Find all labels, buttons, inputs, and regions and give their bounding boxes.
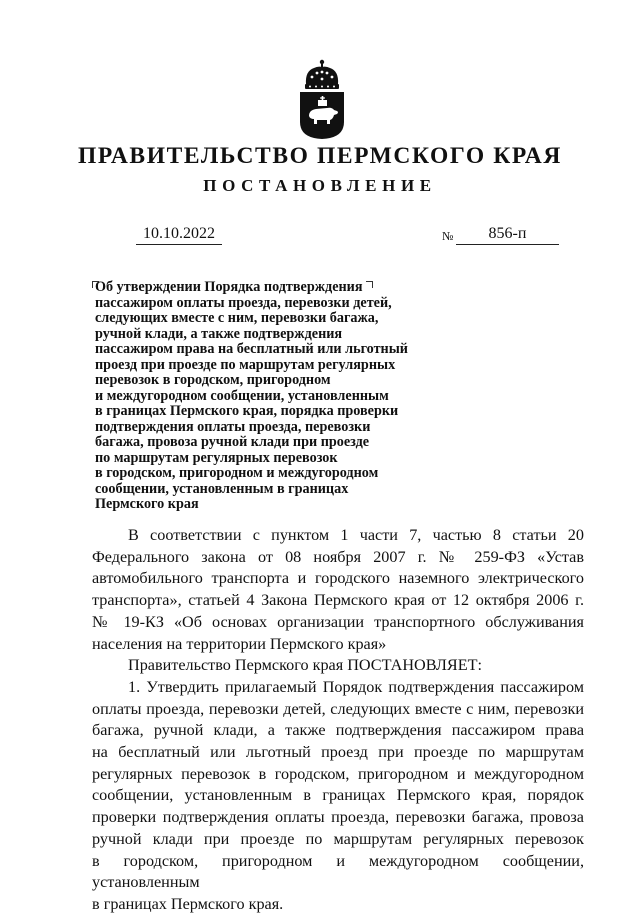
body-line: в границах Пермского края. <box>92 894 284 913</box>
body-line: населения на территории Пермского края» <box>92 634 387 653</box>
subject-line: в городском, пригородном и междугородном <box>95 465 379 481</box>
subject-line: перевозок в городском, пригородном <box>95 372 331 388</box>
document-type: ПОСТАНОВЛЕНИЕ <box>203 176 437 195</box>
subject-line: и междугородном сообщении, установленным <box>95 387 389 404</box>
subject-line: в границах Пермского края, порядка проверки <box>95 403 399 419</box>
subject-line: проезд при проезде по маршрутам регулярных <box>95 356 396 373</box>
body-line: 1. Утвердить прилагаемый Порядок подтверждения пассажиром <box>128 677 584 696</box>
body-line: автомобильного транспорта и городского наземного электрического <box>92 569 584 588</box>
body-line: В соответствии с пунктом 1 части 7, частью 8 статьи 20 <box>128 526 584 544</box>
subject-line: ручной клади, а также подтверждения <box>95 325 343 342</box>
body-line: ручной клади при проезде по маршрутам регулярных перевозок <box>92 829 584 848</box>
document-body <box>92 525 584 916</box>
subject-line: сообщении, установленным в границах <box>95 480 349 497</box>
subject-line: пассажиром права на бесплатный или льготный <box>95 341 408 357</box>
government-title: ПРАВИТЕЛЬСТВО ПЕРМСКОГО КРАЯ <box>78 143 562 169</box>
document-date: 10.10.2022 <box>136 225 222 245</box>
subject-line: следующих вместе с ним, перевозки багажа, <box>95 310 379 326</box>
body-line: № 19-КЗ «Об основах организации транспортного обслуживания <box>92 612 584 631</box>
body-line: на бесплатный или льготный проезд при проезде по маршрутам <box>92 743 584 762</box>
coat-of-arms-icon <box>296 58 348 140</box>
body-line: багажа, ручной клади, а также подтверждения пассажиром права <box>92 721 584 740</box>
document-subject <box>95 280 425 513</box>
body-line: транспорта», статьей 4 Закона Пермского края от 12 октября 2006 г. <box>92 591 584 610</box>
subject-line: багажа, провоза ручной клади при проезде <box>95 434 370 450</box>
body-line: Правительство Пермского края ПОСТАНОВЛЯЕТ: <box>128 656 482 675</box>
body-line: проверки подтверждения оплаты проезда, перевозки багажа, провоза <box>92 808 584 827</box>
body-line: оплаты проезда, перевозки детей, следующих вместе с ним, перевозки <box>92 699 584 718</box>
subject-line: по маршрутам регулярных перевозок <box>95 449 338 466</box>
subject-line: подтверждения оплаты проезда, перевозки <box>95 418 371 435</box>
body-line: регулярных перевозок в городском, пригородном и междугородном <box>92 764 584 783</box>
number-sign: № <box>442 229 454 243</box>
body-line: в городском, пригородном и междугородном сообщении, установленным <box>92 851 584 892</box>
body-line: сообщении, установленным в границах Пермского края, порядок <box>92 786 584 805</box>
subject-line: Пермского края <box>95 496 199 512</box>
body-line: Федерального закона от 08 ноября 2007 г. № 259-ФЗ «Устав <box>92 547 584 566</box>
subject-line: Об утверждении Порядка подтверждения <box>95 279 363 295</box>
document-number: 856-п <box>456 225 559 245</box>
subject-line: пассажиром оплаты проезда, перевозки детей, <box>95 294 392 311</box>
